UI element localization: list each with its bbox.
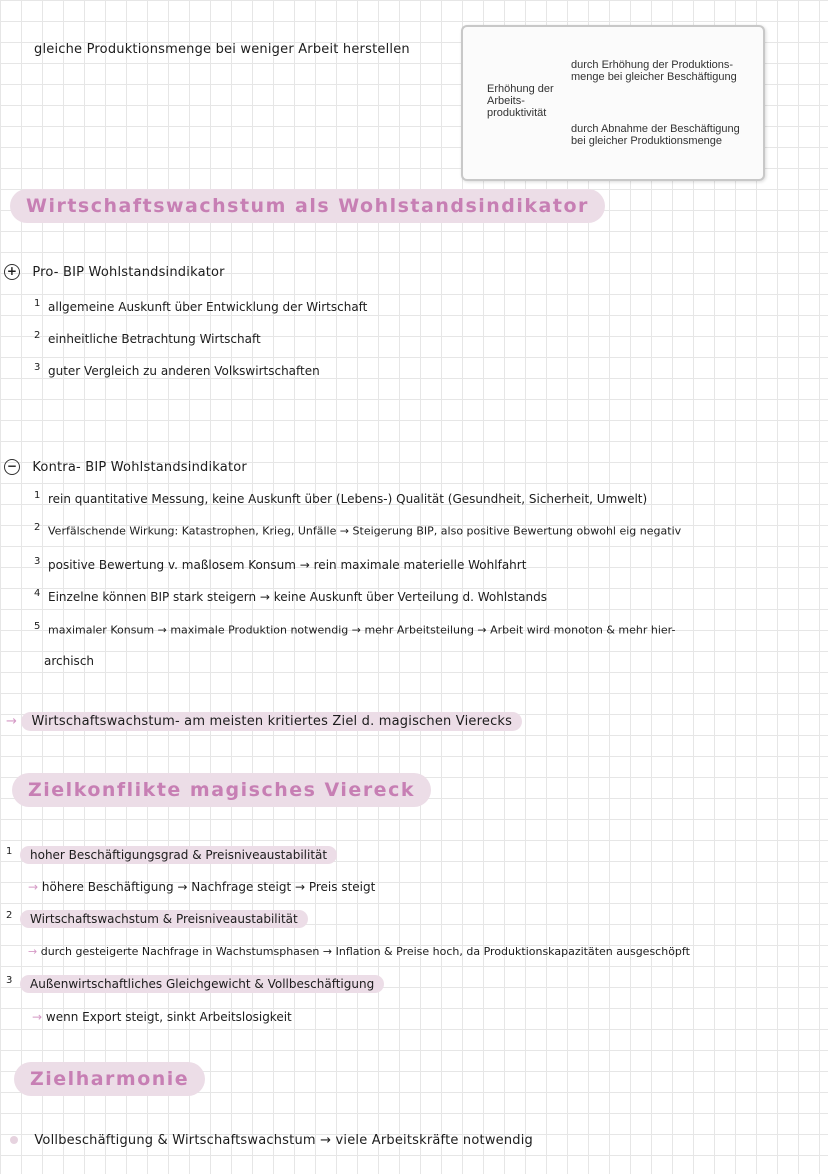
kontra-continuation: archisch <box>44 654 95 668</box>
kontra-item: 5 maximaler Konsum → maximale Produktion notwendig → mehr Arbeitsteilung → Arbeit wird monoton & mehr hier- <box>34 621 676 637</box>
section-title-zielharmonie: Zielharmonie <box>14 1062 205 1096</box>
kontra-item: 4 Einzelne können BIP stark steigern → keine Auskunft über Verteilung d. Wohlstands <box>34 588 547 604</box>
kontra-item: 2 Verfälschende Wirkung: Katastrophen, Krieg, Unfälle → Steigerung BIP, also positive Bewertung obwohl eig negativ <box>34 522 682 538</box>
pro-heading-text: Pro- BIP Wohlstandsindikator <box>32 264 225 280</box>
arrow-right-icon: → <box>32 1010 43 1024</box>
section-title-wohlstand: Wirtschaftswachstum als Wohlstandsindikator <box>10 189 605 223</box>
section-title-zielkonflikte: Zielkonflikte magisches Viereck <box>12 773 431 807</box>
conclusion-line <box>6 714 522 729</box>
arrow-right-icon: → <box>28 945 38 958</box>
conflict-detail: → durch gesteigerte Nachfrage in Wachstumsphasen → Inflation & Preise hoch, da Produktionskapazitäten ausgeschöpft <box>28 945 690 958</box>
conclusion-text: Wirtschaftswachstum- am meisten kritiertes Ziel d. magischen Vierecks <box>21 712 522 731</box>
kontra-heading <box>4 459 247 475</box>
figure-lower-right: durch Abnahme der Beschäftigung bei gleicher Produktionsmenge <box>571 123 740 147</box>
conflict-detail: → höhere Beschäftigung → Nachfrage steigt → Preis steigt <box>28 880 376 894</box>
plus-circle-icon: + <box>4 264 20 280</box>
conflict-item: 3 Außenwirtschaftliches Gleichgewicht & Vollbeschäftigung <box>6 975 384 991</box>
arrow-right-icon: → <box>28 880 39 894</box>
kontra-item: 3 positive Bewertung v. maßlosem Konsum → rein maximale materielle Wohlfahrt <box>34 556 527 572</box>
arrow-right-icon: → <box>6 714 18 729</box>
kontra-item: 1 rein quantitative Messung, keine Auskunft über (Lebens-) Qualität (Gesundheit, Sicherheit, Umwelt) <box>34 490 648 506</box>
harmony-item: Vollbeschäftigung & Wirtschaftswachstum → viele Arbeitskräfte notwendig <box>10 1133 533 1148</box>
kontra-heading-text: Kontra- BIP Wohlstandsindikator <box>32 459 247 475</box>
top-note: gleiche Produktionsmenge bei weniger Arbeit herstellen <box>34 42 410 57</box>
conflict-item: 2 Wirtschaftswachstum & Preisniveaustabilität <box>6 910 308 926</box>
minus-circle-icon: − <box>4 459 20 475</box>
conflict-detail: → wenn Export steigt, sinkt Arbeitslosigkeit <box>32 1010 292 1024</box>
productivity-figure <box>461 25 765 181</box>
pro-item: 3 guter Vergleich zu anderen Volkswirtschaften <box>34 362 320 378</box>
bullet-dot-icon <box>10 1136 18 1144</box>
figure-left-label: Erhöhung der Arbeits-produktivität <box>487 83 554 119</box>
pro-heading <box>4 264 225 280</box>
conflict-item: 1 hoher Beschäftigungsgrad & Preisniveaustabilität <box>6 846 337 862</box>
pro-item: 1 allgemeine Auskunft über Entwicklung der Wirtschaft <box>34 298 368 314</box>
figure-upper-right: durch Erhöhung der Produktions-menge bei gleicher Beschäftigung <box>571 59 737 83</box>
pro-item: 2 einheitliche Betrachtung Wirtschaft <box>34 330 261 346</box>
